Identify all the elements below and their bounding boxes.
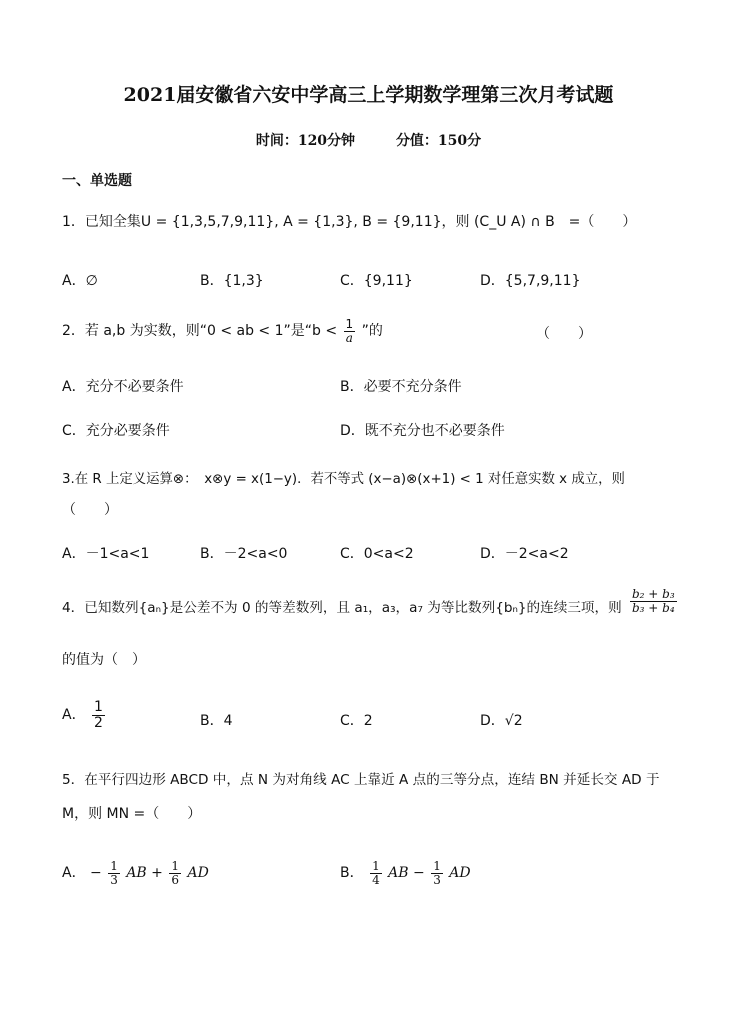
question-5-stem: 5．在平行四边形 ABCD 中，点 N 为对角线 AC 上靠近 A 点的三等分点，连结 BN 并延长交 AD 于 <box>62 772 660 788</box>
q2-option-c: C．充分必要条件 <box>62 423 170 439</box>
q5-option-b-frac1-den: 4 <box>372 872 380 887</box>
q4-option-a-label: A． <box>62 707 86 724</box>
page-title: 2021届安徽省六安中学高三上学期数学理第三次月考试题 <box>123 84 614 106</box>
question-2-stem <box>62 318 383 344</box>
q4-fraction-numerator: b₂ + b₃ <box>632 587 675 601</box>
q5-option-b <box>340 860 471 886</box>
question-4-stem: 4．已知数列{aₙ}是公差不为 0 的等差数列，且 a₁，a₃，a₇ 为等比数列{bₙ}的连续三项，则 <box>62 600 622 616</box>
q5-option-a: A． − $\frac{1}{3}$ AB + $\frac{1}{6}$ AD <box>62 859 209 887</box>
q4-option-d: D．√2 <box>480 713 523 729</box>
q5-option-a-frac1-num: 1 <box>110 859 118 873</box>
q5-option-a-mid: AB + <box>126 865 163 882</box>
q4-option-a-denominator: 2 <box>94 714 103 731</box>
q3-option-b: B．－2<a<0 <box>200 546 288 562</box>
q5-option-b-frac2-den: 3 <box>433 872 441 887</box>
q5-option-a-label: A． <box>62 865 86 882</box>
q1-option-c: C．{9,11} <box>340 273 413 289</box>
q4-option-a-numerator: 1 <box>94 699 103 715</box>
exam-meta <box>0 130 737 150</box>
q2-option-b: B．必要不充分条件 <box>340 379 462 395</box>
q3-option-d: D．－2<a<2 <box>480 546 569 562</box>
q4-fraction <box>628 588 679 614</box>
question-3-stem: 3.在 R 上定义运算⊗： x⊗y = x(1−y)．若不等式 (x−a)⊗(x+1) < 1 对任意实数 x 成立，则 <box>62 472 625 487</box>
q4-option-a <box>62 700 107 730</box>
q2-fraction <box>344 318 356 344</box>
q2-answer-paren: （ ） <box>536 326 592 342</box>
q5-option-a-end: AD <box>187 865 209 882</box>
q5-option-a-frac2-den: 6 <box>171 872 179 887</box>
q1-option-a: A．∅ <box>62 273 98 289</box>
q5-option-b-label: B． <box>340 865 364 882</box>
q5-option-b-end: AD <box>449 865 471 882</box>
q5-option-b-frac2-num: 1 <box>433 859 441 873</box>
question-1-stem: 1．已知全集U = {1,3,5,7,9,11}, A = {1,3}, B = {9,11}，则 (C_U A) ∩ B =（ ） <box>62 214 637 230</box>
q4-fraction-denominator: b₃ + b₄ <box>632 600 675 615</box>
q5-option-a-frac2-num: 1 <box>171 859 179 873</box>
q1-option-b: B．{1,3} <box>200 273 264 289</box>
q3-answer-paren: （ ） <box>62 502 118 518</box>
q4-option-c: C．2 <box>340 713 373 729</box>
q5-line2: M，则 MN =（ ） <box>62 806 202 822</box>
q2-option-a: A．充分不必要条件 <box>62 379 184 395</box>
q2-fraction-numerator: 1 <box>345 317 354 331</box>
exam-score: 分值：150分 <box>395 133 482 149</box>
q5-option-b-mid: AB − <box>388 865 425 882</box>
q4-line2: 的值为（ ） <box>62 652 146 668</box>
q2-stem-pre: 2．若 a,b 为实数，则“0 < ab < 1”是“b < <box>62 323 338 340</box>
q2-stem-post: ”的 <box>361 323 383 340</box>
q4-option-b: B．4 <box>200 713 233 729</box>
section-heading: 一、单选题 <box>62 173 132 189</box>
q5-option-a-frac1-den: 3 <box>110 872 118 887</box>
q3-option-a: A．－1<a<1 <box>62 546 150 562</box>
q3-option-c: C．0<a<2 <box>340 546 414 562</box>
q1-option-d: D．{5,7,9,11} <box>480 273 581 289</box>
q2-option-d: D．既不充分也不必要条件 <box>340 423 505 439</box>
q2-fraction-denominator: a <box>345 330 353 345</box>
q5-option-b-frac1-num: 1 <box>372 859 380 873</box>
exam-time: 时间：120分钟 <box>255 133 356 149</box>
